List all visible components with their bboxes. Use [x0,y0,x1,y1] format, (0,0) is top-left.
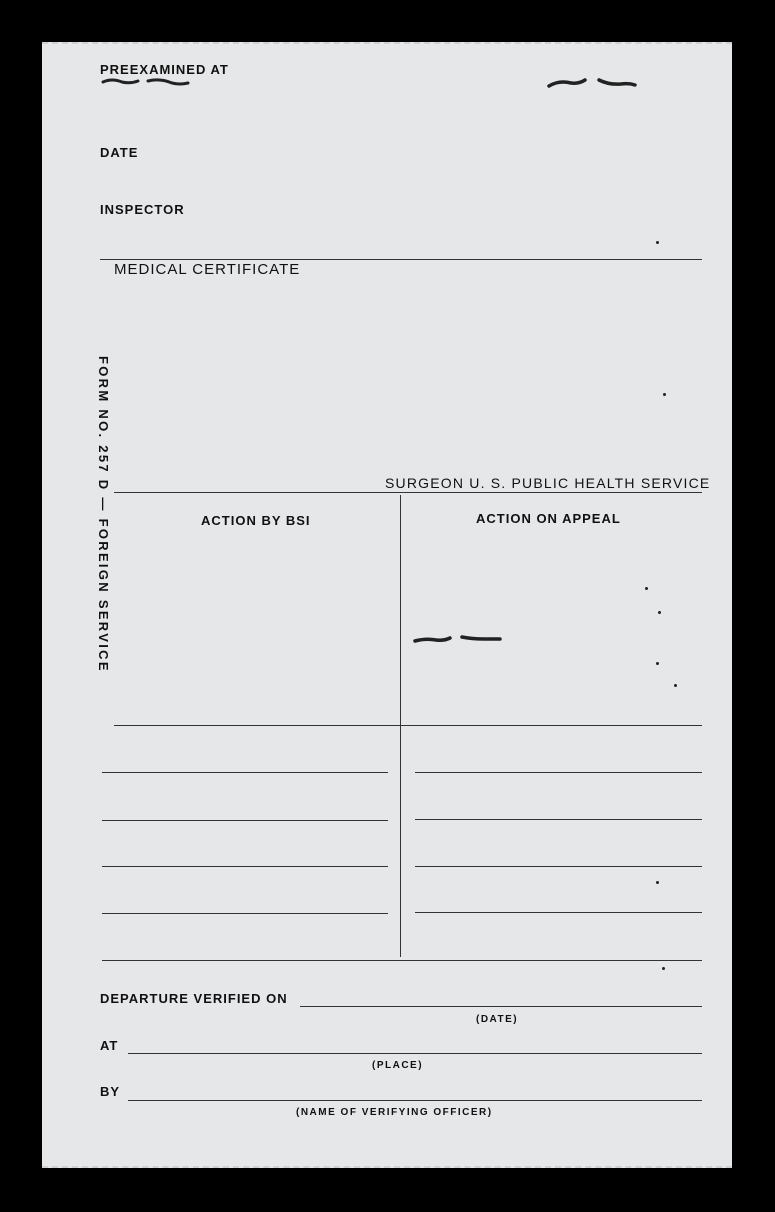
speck [663,393,666,396]
speck [656,662,659,665]
form-number-side-text: FORM NO. 257 D — FOREIGN SERVICE [96,356,111,673]
pen-scribble-mark [412,630,507,648]
speck [656,241,659,244]
divider-line [114,492,702,493]
column-divider [400,495,401,957]
speck [658,611,661,614]
verifying-officer-line[interactable] [128,1100,702,1101]
departure-verified-label: DEPARTURE VERIFIED ON [100,991,288,1006]
appeal-entry-line[interactable] [415,912,702,913]
appeal-entry-line[interactable] [415,819,702,820]
surgeon-signature-label: SURGEON U. S. PUBLIC HEALTH SERVICE [385,475,711,491]
at-label: AT [100,1038,119,1053]
bsi-entry-line[interactable] [102,913,388,914]
pen-scribble-mark [100,74,195,90]
pen-scribble-mark [545,74,640,92]
by-label: BY [100,1084,121,1099]
date-caption: (DATE) [476,1014,519,1025]
medical-certificate-heading: MEDICAL CERTIFICATE [114,261,301,278]
divider-line [102,960,702,961]
action-by-bsi-heading: ACTION BY BSI [201,513,311,528]
appeal-entry-line[interactable] [415,866,702,867]
action-on-appeal-heading: ACTION ON APPEAL [476,511,621,526]
preexamined-at-label: PREEXAMINED AT [100,62,229,77]
inspector-label: INSPECTOR [100,202,185,217]
speck [662,967,665,970]
speck [645,587,648,590]
place-caption: (PLACE) [372,1060,424,1071]
departure-date-line[interactable] [300,1006,702,1007]
place-line[interactable] [128,1053,702,1054]
date-label: DATE [100,145,139,160]
speck [656,881,659,884]
appeal-entry-line[interactable] [415,772,702,773]
bsi-entry-line[interactable] [102,820,388,821]
bsi-entry-line[interactable] [102,772,388,773]
officer-caption: (NAME OF VERIFYING OFFICER) [296,1107,493,1118]
divider-line [100,259,702,260]
speck [674,684,677,687]
divider-line [114,725,702,726]
bsi-entry-line[interactable] [102,866,388,867]
